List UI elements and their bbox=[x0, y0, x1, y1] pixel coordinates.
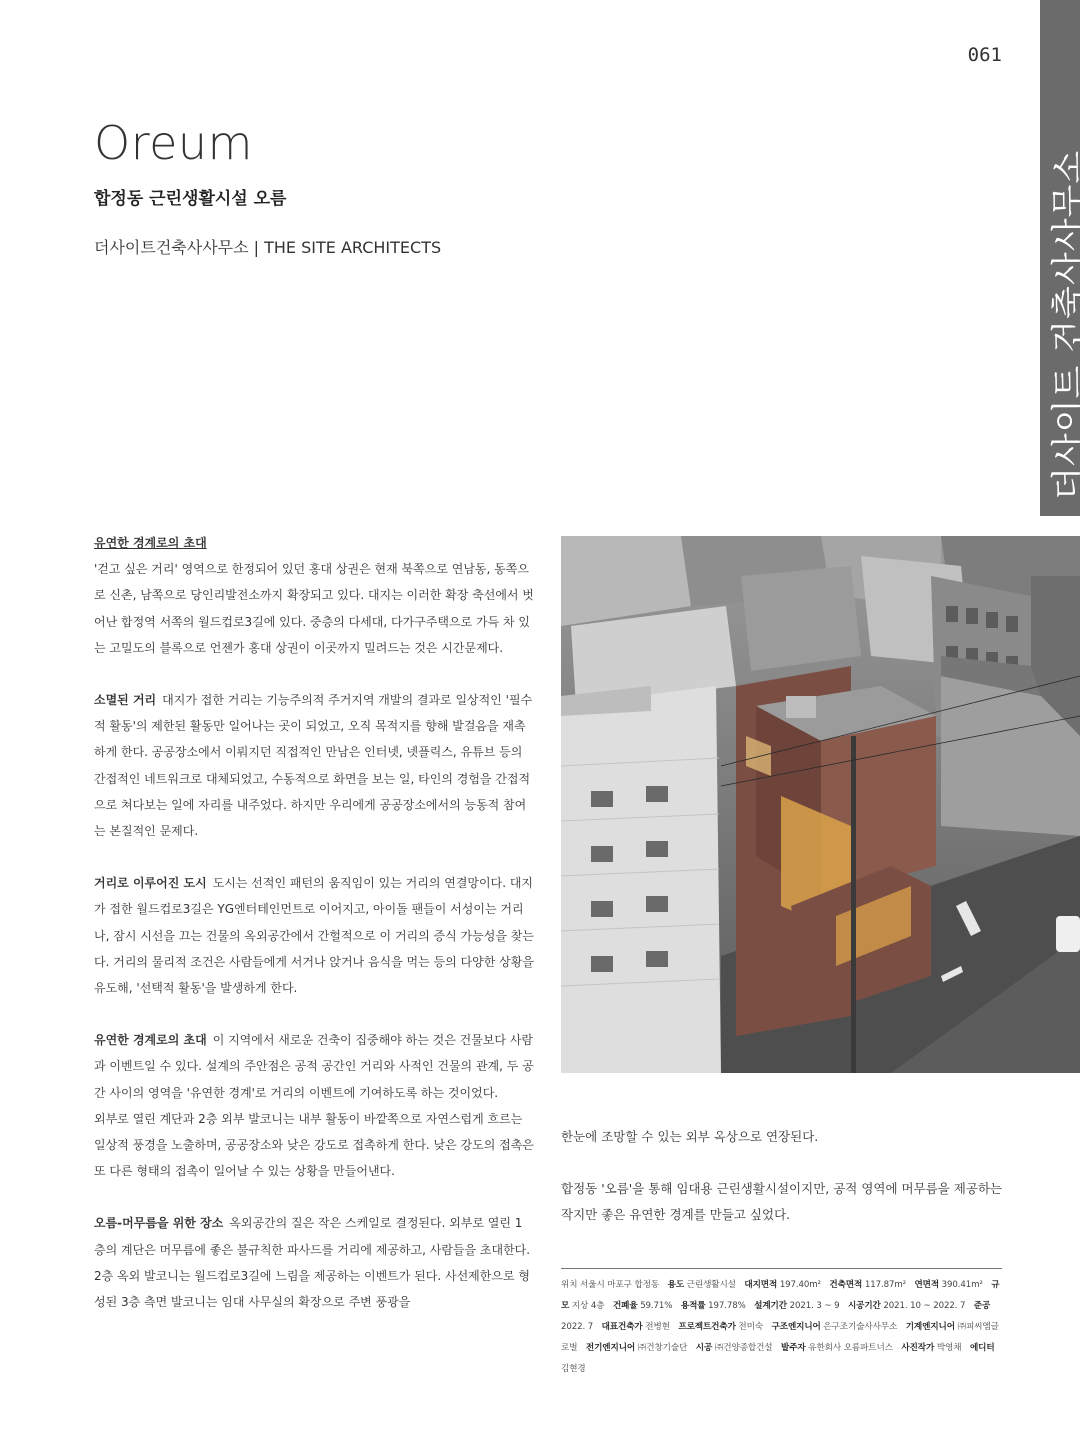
credit-value: 2022. 7 bbox=[561, 1322, 594, 1332]
credit-label: 에디터 bbox=[969, 1343, 995, 1353]
credit-label: 기계엔지니어 bbox=[905, 1322, 955, 1332]
paragraph-text: 대지가 접한 거리는 기능주의적 주거지역 개발의 결과로 일상적인 '필수적 활동'의 제한된 활동만 일어나는 곳이 되었고, 오직 목적지를 향해 발걸음을 재촉하게 한다. 공공장소에서 이뤄지던 직접적인 만남은 인터넷, 넷플릭스, 유튜브 등의 간접적인 네트워크로 대체되었고, 수동적으로 화면을 보는 일, 타인의 경험을 간접적으로 쳐다보는 일에 자리를 내주었다. 하지만 우리에게 공공장소에서의 능동적 참여는 본질적인 문제다. bbox=[94, 693, 533, 839]
building-aerial-photo bbox=[561, 536, 1080, 1073]
credit-value: 근린생활시설 bbox=[684, 1280, 736, 1290]
section-heading: 소멸된 거리 bbox=[94, 693, 157, 708]
chapter-tab-label: 더사이트 건축사사무소 bbox=[1049, 149, 1089, 500]
credit-value: 김현경 bbox=[561, 1364, 586, 1374]
paragraph-text: 한눈에 조망할 수 있는 외부 옥상으로 연장된다. bbox=[561, 1129, 819, 1144]
section-flexible-boundary-cont bbox=[94, 1106, 534, 1185]
credit-value: 2021. 3 ~ 9 bbox=[786, 1301, 840, 1311]
credit-value: 전병현 bbox=[642, 1322, 670, 1332]
credit-value: 유한회사 오름파트너스 bbox=[805, 1343, 893, 1353]
section-heading: 거리로 이루어진 도시 bbox=[94, 876, 207, 891]
building-photo-illustration bbox=[561, 536, 1080, 1073]
credit-label: 시공기간 bbox=[847, 1301, 881, 1311]
credit-label: 전기엔지니어 bbox=[585, 1343, 636, 1353]
credit-item bbox=[848, 1301, 965, 1311]
credit-value: 은구조기술사사무소 bbox=[820, 1322, 898, 1332]
credit-label: 대표건축가 bbox=[601, 1322, 643, 1332]
credit-value: 박영채 bbox=[934, 1343, 962, 1353]
credit-item bbox=[613, 1301, 672, 1311]
body-text-column bbox=[94, 530, 534, 1315]
section-flexible-boundary bbox=[94, 1027, 534, 1106]
project-credits bbox=[561, 1275, 1002, 1380]
section-intro bbox=[94, 530, 534, 661]
credits-divider bbox=[561, 1268, 1002, 1269]
credit-label: 사진작가 bbox=[901, 1343, 935, 1353]
credit-item bbox=[744, 1280, 821, 1290]
credit-value: 117.87m² bbox=[862, 1280, 906, 1290]
credit-label: 구조엔지니어 bbox=[771, 1322, 821, 1332]
section-city-of-streets bbox=[94, 870, 534, 1001]
paragraph-text: 이 지역에서 새로운 건축이 집중해야 하는 것은 건물보다 사람과 이벤트일 수 있다. 설계의 주안점은 공적 공간인 거리와 사적인 건물의 관계, 두 공간 사이의 영역을 '유연한 경계'로 거리의 이벤트에 기여하도록 하는 것이었다. bbox=[94, 1033, 534, 1100]
credit-item bbox=[781, 1343, 893, 1353]
credit-label: 용도 bbox=[667, 1280, 685, 1290]
credit-label: 규모 bbox=[561, 1280, 1000, 1311]
credit-value: ㈜건양종합건설 bbox=[712, 1343, 773, 1353]
credit-label: 연면적 bbox=[914, 1280, 940, 1290]
credit-item bbox=[668, 1280, 736, 1290]
credit-value: ㈜피씨엠글로벌 bbox=[561, 1322, 999, 1353]
project-title: Oreum bbox=[94, 116, 253, 170]
credit-value: 전미숙 bbox=[735, 1322, 764, 1332]
credit-value: 2021. 10 ~ 2022. 7 bbox=[880, 1301, 966, 1311]
credit-item bbox=[772, 1322, 898, 1332]
credit-value: ㈜건창기술단 bbox=[635, 1343, 688, 1353]
paragraph-text: 합정동 '오름'을 통해 임대용 근린생활시설이지만, 공적 영역에 머무름을 제공하는 작지만 좋은 유연한 경계를 만들고 싶었다. bbox=[561, 1181, 1003, 1222]
project-subtitle: 합정동 근린생활시설 오름 bbox=[94, 189, 287, 209]
credit-item bbox=[561, 1280, 659, 1290]
credit-value: 390.41m² bbox=[939, 1280, 983, 1290]
credit-value: 59.71% bbox=[637, 1301, 673, 1311]
page-number: 061 bbox=[967, 44, 1002, 66]
credit-item bbox=[914, 1280, 982, 1290]
section-heading: 유연한 경계로의 초대 bbox=[94, 1033, 207, 1048]
architect-name: 더사이트건축사사무소 | THE SITE ARCHITECTS bbox=[94, 238, 442, 257]
credit-label: 건축면적 bbox=[829, 1280, 863, 1290]
right-text-column bbox=[561, 1124, 1006, 1228]
credit-item bbox=[696, 1343, 773, 1353]
credit-label: 대지면적 bbox=[744, 1280, 778, 1290]
credit-label: 프로젝트건축가 bbox=[678, 1322, 736, 1332]
paragraph-text: 외부로 열린 계단과 2층 외부 발코니는 내부 활동이 바깥쪽으로 자연스럽게 흐르는 일상적 풍경을 노출하며, 공공장소와 낮은 강도로 접촉하게 한다. 낮은 강도의 접촉은 또 다른 형태의 접촉이 일어날 수 있는 상황을 만들어낸다. bbox=[94, 1111, 534, 1179]
credit-item bbox=[602, 1322, 670, 1332]
credit-label: 시공 bbox=[695, 1343, 713, 1353]
credit-label: 건폐율 bbox=[612, 1301, 638, 1311]
credit-item bbox=[754, 1301, 839, 1311]
paragraph-text: 옥외공간의 질은 작은 스케일로 결정된다. 외부로 열린 1층의 계단은 머무름에 좋은 불규칙한 파사드를 거리에 제공하고, 사람들을 초대한다. 2층 옥외 발코니는 월드컵로3길에 느림을 제공하는 이벤트가 된다. 사선제한으로 형성된 3층 측면 발코니는 임대 사무실의 확장으로 주변 풍광을 bbox=[94, 1216, 531, 1310]
credit-value: 197.78% bbox=[705, 1301, 746, 1311]
paragraph-text: 도시는 선적인 패턴의 움직임이 있는 거리의 연결망이다. 대지가 접한 월드컵로3길은 YG엔터테인먼트로 이어지고, 아이돌 팬들이 서성이는 거리나, 잠시 시선을 끄는 건물의 옥외공간에서 간헐적으로 이 거리의 증식 가능성을 찾는다. 거리의 물리적 조건은 사람들에게 서거나 앉거나 음식을 먹는 등의 다양한 상황을 유도해, '선택적 활동'을 발생하게 한다. bbox=[94, 876, 534, 996]
credit-item bbox=[829, 1280, 906, 1290]
section-heading: 오름-머무름을 위한 장소 bbox=[94, 1216, 224, 1231]
section-heading: 유연한 경계로의 초대 bbox=[94, 536, 207, 550]
credit-item bbox=[678, 1322, 763, 1332]
credit-item bbox=[586, 1343, 687, 1353]
credit-label: 용적률 bbox=[680, 1301, 706, 1311]
credit-label: 설계기간 bbox=[754, 1301, 787, 1311]
section-extinct-street bbox=[94, 687, 534, 844]
credit-item bbox=[901, 1343, 961, 1353]
credit-label: 위치 bbox=[561, 1280, 578, 1290]
section-place-to-stay bbox=[94, 1210, 534, 1315]
credit-item bbox=[681, 1301, 746, 1311]
credit-value: 서울시 마포구 합정동 bbox=[577, 1280, 660, 1290]
paragraph-text: '걷고 싶은 거리' 영역으로 한정되어 있던 홍대 상권은 현재 북쪽으로 연남동, 동쪽으로 신촌, 남쪽으로 당인리발전소까지 확장되고 있다. 대지는 이러한 확장 축선에서 벗어난 합정역 서쪽의 월드컵로3길에 있다. 중층의 다세대, 다가구주택으로 가득 차 있는 고밀도의 블록으로 언젠가 홍대 상권이 이곳까지 밀려드는 것은 시간문제다. bbox=[94, 562, 534, 655]
credit-label: 발주자 bbox=[781, 1343, 806, 1353]
credit-value: 지상 4층 bbox=[569, 1301, 605, 1311]
credit-label: 준공 bbox=[973, 1301, 991, 1311]
chapter-tab bbox=[1040, 0, 1089, 516]
credit-value: 197.40m² bbox=[777, 1280, 821, 1290]
